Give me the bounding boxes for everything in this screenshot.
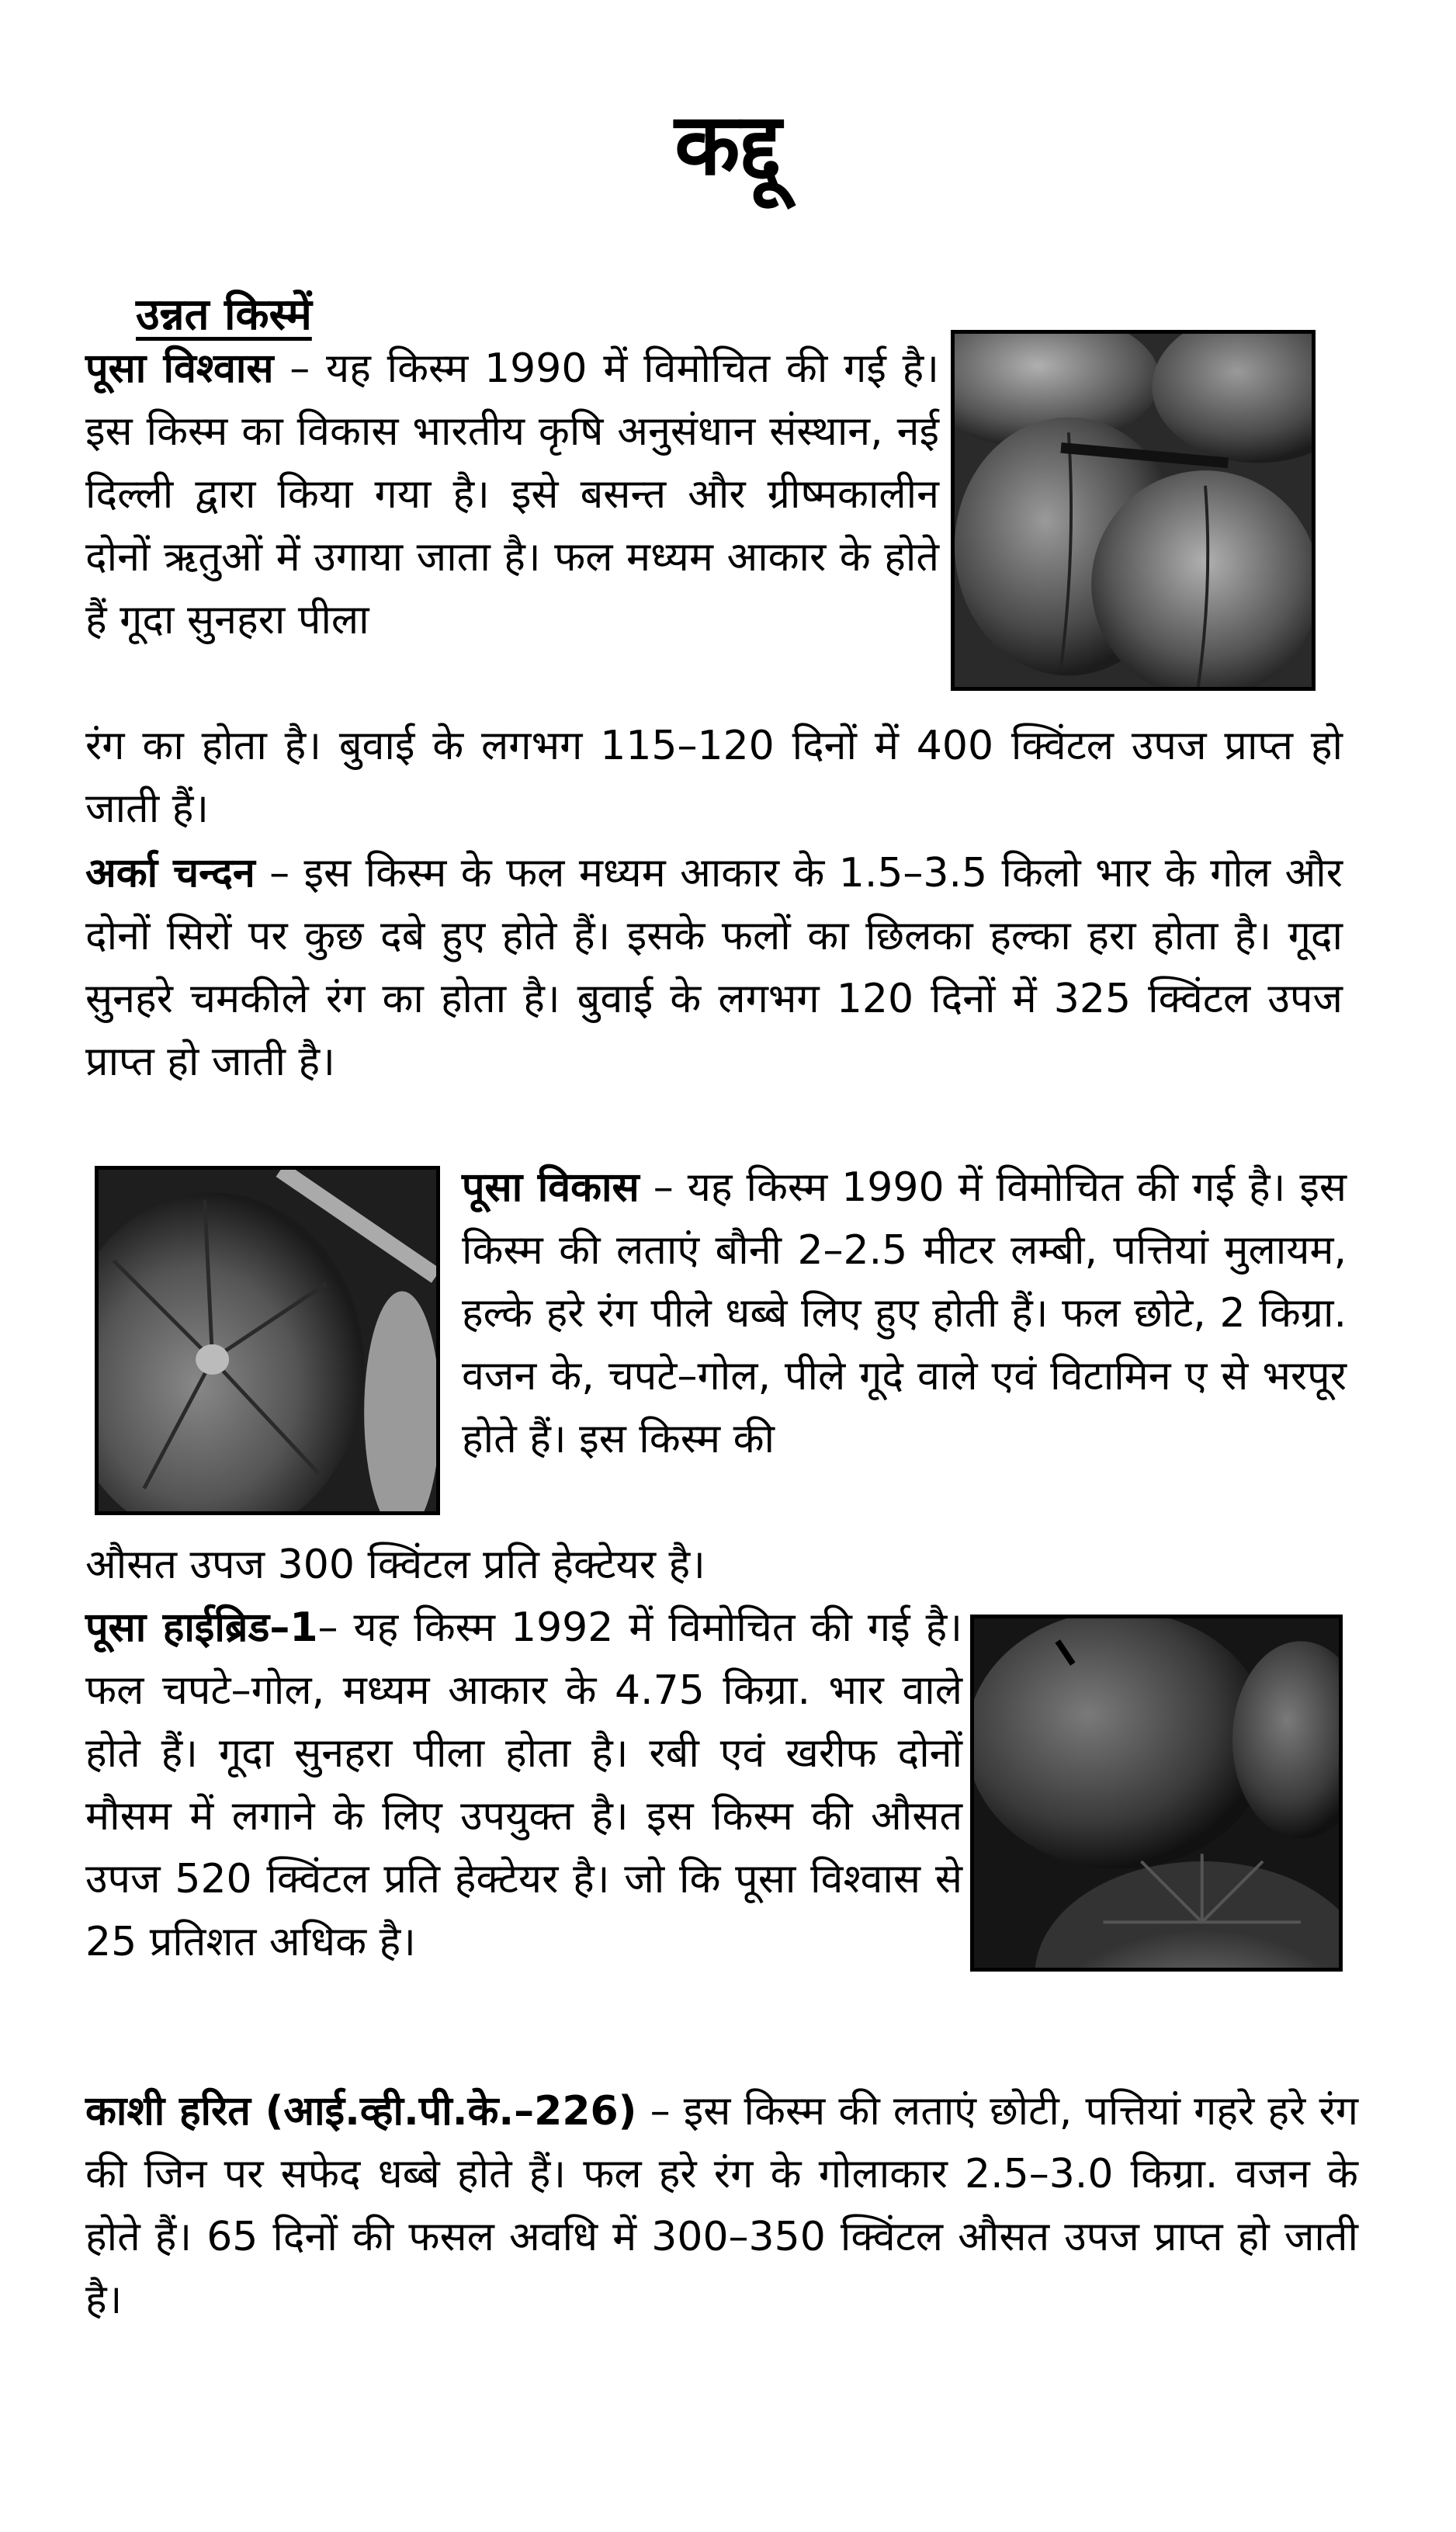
variety-name: काशी हरित (आई.व्ही.पी.के.–226) — [85, 2088, 637, 2135]
variety-pusa-vikas-continuation: औसत उपज 300 क्विंटल प्रति हेक्टेयर है। — [85, 1542, 705, 1588]
pumpkin-cut-photo-icon — [970, 1615, 1343, 1972]
variety-name: पूसा हाईब्रिड–1 — [85, 1604, 318, 1651]
page-title: कद्दू — [674, 95, 782, 194]
variety-description: – यह किस्म 1990 में विमोचित की गई है। इस किस्म का विकास भारतीय कृषि अनुसंधान संस्थान, नई दिल्ली द्वारा किया गया है। इसे बसन्त और ग्रीष्मकालीन दोनों ऋतुओं में उगाया जाता है। फल मध्यम आकार के होते हैं गूदा सुनहरा पीला — [85, 345, 939, 643]
variety-description: – यह किस्म 1990 में विमोचित की गई है। इस किस्म की लताएं बौनी 2–2.5 मीटर लम्बी, पत्तियां मुलायम, हल्के हरे रंग पीले धब्बे लिए हुए होती हैं। फल छोटे, 2 किग्रा. वजन के, चपटे–गोल, पीले गूदे वाले एवं विटामिन ए से भरपूर होते हैं। इस किस्म की — [462, 1164, 1347, 1462]
pumpkin-photo-icon — [951, 330, 1316, 691]
pumpkin-cut-graphic — [974, 1618, 1339, 1968]
variety-name: पूसा विकास — [462, 1164, 640, 1211]
variety-name: अर्का चन्दन — [85, 850, 255, 897]
pumpkin-photo-graphic — [955, 334, 1312, 687]
variety-description: – इस किस्म के फल मध्यम आकार के 1.5–3.5 किलो भार के गोल और दोनों सिरों पर कुछ दबे हुए होते हैं। इसके फलों का छिलका हल्का हरा होता है। गूदा सुनहरे चमकीले रंग का होता है। बुवाई के लगभग 120 दिनों में 325 क्विंटल उपज प्राप्त हो जाती है। — [85, 850, 1343, 1085]
variety-description: – यह किस्म 1992 में विमोचित की गई है। फल चपटे–गोल, मध्यम आकार के 4.75 किग्रा. भार वाले होते हैं। गूदा सुनहरा पीला होता है। रबी एवं खरीफ दोनों मौसम में लगाने के लिए उपयुक्त है। इस किस्म की औसत उपज 520 क्विंटल प्रति हेक्टेयर है। जो कि पूसा विश्वास से 25 प्रतिशत अधिक है। — [85, 1604, 962, 1965]
pumpkin-slice-photo-icon — [95, 1166, 440, 1515]
variety-pusa-vikas-paragraph — [462, 1157, 1347, 1471]
variety-pusa-vishwas-paragraph — [85, 338, 939, 652]
section-heading: उन्नत किस्में — [136, 290, 312, 340]
pumpkin-slice-graphic — [99, 1170, 436, 1511]
variety-name: पूसा विश्वास — [85, 345, 274, 392]
variety-arka-chandan-paragraph — [85, 842, 1343, 1094]
variety-pusa-vishwas-continuation: रंग का होता है। बुवाई के लगभग 115–120 दिनों में 400 क्विंटल उपज प्राप्त हो जाती हैं। — [85, 723, 1343, 832]
variety-kashi-harit-paragraph — [85, 2080, 1358, 2332]
variety-pusa-hybrid-paragraph — [85, 1597, 962, 1974]
variety-description: – इस किस्म की लताएं छोटी, पत्तियां गहरे हरे रंग की जिन पर सफेद धब्बे होते हैं। फल हरे रंग के गोलाकार 2.5–3.0 किग्रा. वजन के होते हैं। 65 दिनों की फसल अवधि में 300–350 क्विंटल औसत उपज प्राप्त हो जाती है। — [85, 2088, 1358, 2323]
